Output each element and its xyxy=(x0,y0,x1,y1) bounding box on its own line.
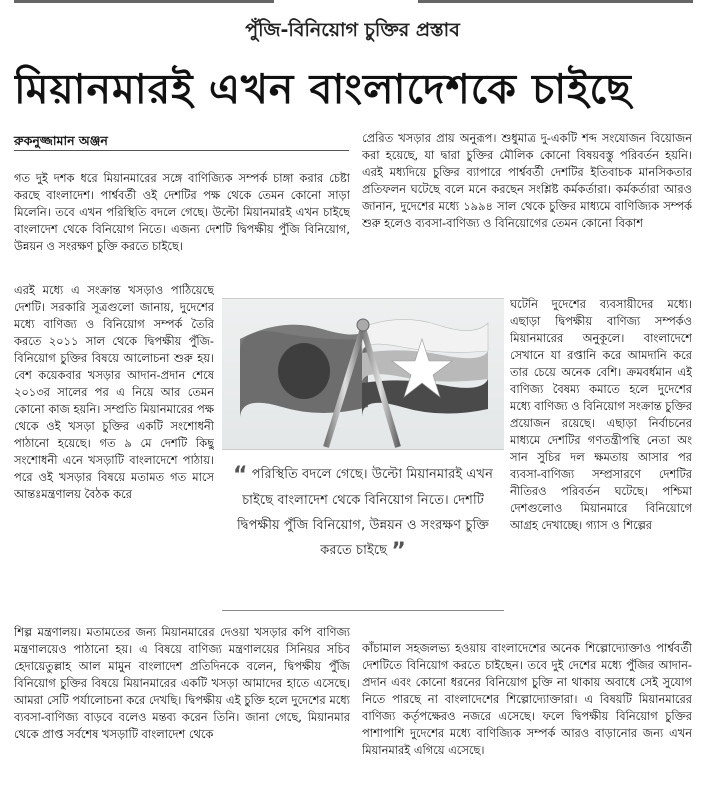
pull-quote xyxy=(230,462,496,564)
kicker: পুঁজি-বিনিয়োগ চুক্তির প্রস্তাব xyxy=(245,19,460,41)
pull-quote-text: পরিস্থিতি বদলে গেছে। উল্টো মিয়ানমারই এখন চাইছে বাংলাদেশ থেকে বিনিয়োগ নিতে। দেশটি দ্বিপক্ষীয় পুঁজি বিনিয়োগ, উন্নয়ন ও সংরক্ষণ চুক্তি করতে চাইছে xyxy=(236,467,493,558)
byline: রুকনুজ্জামান অঞ্জন xyxy=(14,133,108,148)
myanmar-flag xyxy=(362,319,488,417)
body-left-bottom: শিল্প মন্ত্রণালয়। মতামতের জন্য মিয়ানমারের দেওয়া খসড়ার কপি বাণিজ্য মন্ত্রণালয়েও পাঠানো হয়। এ বিষয়ে বাণিজ্য মন্ত্রণালয়ের সিনিয়র সচিব হেদায়েতুল্লাহ আল মামুন বাংলাদেশ প্রতিদিনকে বলেন, দ্বিপক্ষীয় পুঁজি বিনিয়োগ চুক্তির বিষয়ে মিয়ানমারের একটি খসড়া আমাদের হাতে এসেছে। আমরা সেটি পর্যালোচনা করে দেখছি। দ্বিপক্ষীয় এই চুক্তি হলে দুদেশের মধ্যে ব্যবসা-বাণিজ্য বাড়বে বলেও মন্তব্য করেন তিনি। জানা গেছে, মিয়ানমার থেকে প্রাপ্ত সর্বশেষ খসড়াটি বাংলাদেশ থেকে xyxy=(14,625,350,741)
pull-quote-rule xyxy=(222,610,504,611)
byline-rule xyxy=(14,150,349,151)
body-right-narrow: ঘটেনি দুদেশের ব্যবসায়ীদের মধ্যে। এছাড়া দ্বিপক্ষীয় বাণিজ্য সম্পর্কও মিয়ানমারের অনুকূলে। বাংলাদেশে সেখানে যা রপ্তানি করে আমদানি করে তার চেয়ে অনেক বেশি। ক্রমবর্ধমান এই বাণিজ্য বৈষম্য কমাতে হলে দুদেশের মধ্যে বাণিজ্য ও বিনিয়োগ সংক্রান্ত চুক্তির প্রয়োজন রয়েছে। এছাড়া নির্বাচনের মাধ্যমে দেশটির গণতন্ত্রীপন্থি নেতা অং সান সুচির দল ক্ষমতায় আসার পর ব্যবসা-বাণিজ্য সম্প্রসারণে দেশটির নীতিরও পরিবর্তন ঘটেছে। পশ্চিমা দেশগুলোও মিয়ানমারে বিনিয়োগে আগ্রহ দেখাচ্ছে। গ্যাস ও শিল্পের xyxy=(510,297,692,532)
flags-photo xyxy=(222,298,504,450)
body-left-top: গত দুই দশক ধরে মিয়ানমারের সঙ্গে বাণিজ্যিক সম্পর্ক চাঙ্গা করার চেষ্টা করছে বাংলাদেশ। পার্শ্ববর্তী ওই দেশটির পক্ষ থেকে তেমন কোনো সাড়া মিলেনি। তবে এখন পরিস্থিতি বদলে গেছে। উল্টো মিয়ানমারই এখন চাইছে বাংলাদেশ থেকে বিনিয়োগ নিতে। এজন্য দেশটি দ্বিপক্ষীয় পুঁজি বিনিয়োগ, উন্নয়ন ও সংরক্ষণ চুক্তি করতে চাইছে। xyxy=(14,171,350,253)
body-right-top: প্রেরিত খসড়ার প্রায় অনুরূপ। শুধুমাত্র দু-একটি শব্দ সংযোজন বিয়োজন করা হয়েছে, যা দ্বারা চুক্তির মৌলিক কোনো বিষয়বস্তু পরিবর্তন হয়নি। এরই মধ্যদিয়ে চুক্তির ব্যাপারে পার্শ্ববর্তী দেশটির ইতিবাচক মানসিকতার প্রতিফলন ঘটেছে বলে মনে করছেন সংশ্লিষ্ট কর্মকর্তারা। কর্মকর্তারা আরও জানান, দুদেশের মধ্যে ১৯৯৪ সাল থেকে চুক্তির মাধ্যমে বাণিজ্যিক সম্পর্ক শুরু হলেও ব্যবসা-বাণিজ্য ও বিনিয়োগের তেমন কোনো বিকাশ xyxy=(362,131,692,230)
body-left-narrow: এরই মধ্যে এ সংক্রান্ত খসড়াও পাঠিয়েছে দেশটি। সরকারি সূত্রগুলো জানায়, দুদেশের মধ্যে বাণিজ্য ও বিনিয়োগ সম্পর্ক তৈরি করতে ২০১১ সাল থেকে দ্বিপক্ষীয় পুঁজি-বিনিয়োগ চুক্তির বিষয়ে আলোচনা শুরু হয়। বেশ কয়েকবার খসড়ার আদান-প্রদান শেষে ২০১৩র সালের পর এ নিয়ে আর তেমন কোনো কাজ হয়নি। সম্প্রতি মিয়ানমারের পক্ষ থেকে ওই খসড়া চুক্তির একটি সংশোধনী পাঠানো হয়েছে। গত ৯ মে দেশটি কিছু সংশোধনী এনে খসড়াটি বাংলাদেশে পাঠায়। পরে ওই খসড়ার বিষয়ে মতামত গত মাসে আন্তঃমন্ত্রণালয় বৈঠক করে xyxy=(14,283,214,501)
pull-quote-box xyxy=(222,456,504,606)
body-right-bottom: কাঁচামাল সহজলভ্য হওয়ায় বাংলাদেশের অনেক শিল্পোদ্যোক্তাও পার্শ্ববর্তী দেশটিতে বিনিয়োগ করতে চাইছেন। তবে দুই দেশের মধ্যে পুঁজির আদান-প্রদান এবং কোনো ধরনের বিনিয়োগ চুক্তি না থাকায় অবাধে সেই সুযোগ নিতে পারছে না বাংলাদেশের শিল্পোদ্যোক্তারা। এ বিষয়টি মিয়ানমারের বাণিজ্য কর্তৃপক্ষেরও নজরে এসেছে। ফলে দ্বিপক্ষীয় বিনিয়োগ চুক্তির পাশাপাশি দুদেশের মধ্যে বাণিজ্যিক সম্পর্ক আরও বাড়ানোর জন্য এখন মিয়ানমারই এগিয়ে এসেছে। xyxy=(362,641,692,757)
close-quote-icon: ” xyxy=(391,539,406,564)
headline: মিয়ানমারই এখন বাংলাদেশকে চাইছে xyxy=(14,65,632,113)
top-rule-right xyxy=(418,0,693,3)
top-rule-left xyxy=(14,0,274,3)
open-quote-icon: “ xyxy=(233,463,248,488)
crossed-flags-image xyxy=(222,299,504,449)
